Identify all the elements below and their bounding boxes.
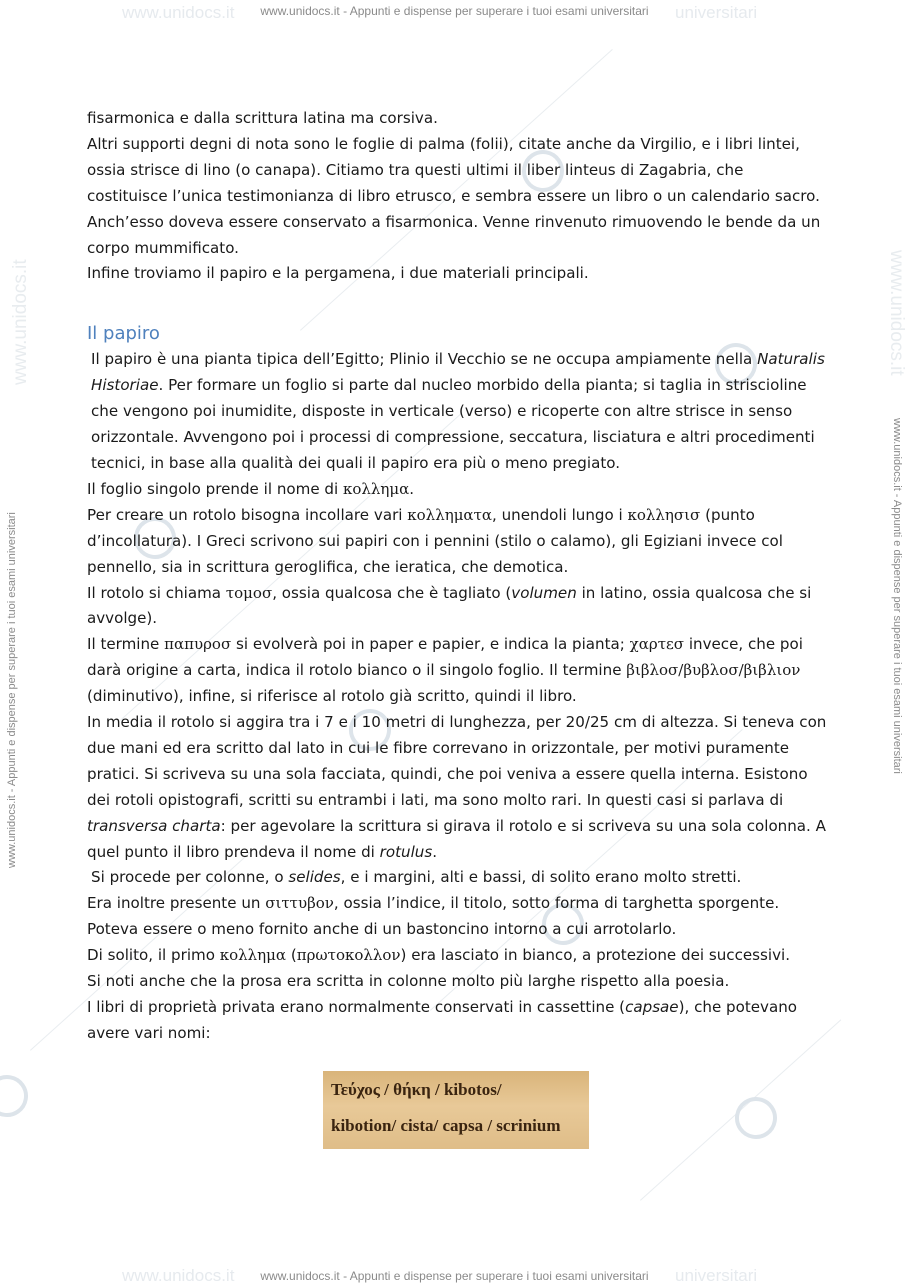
watermark-side-left: www.unidocs.it - Appunti e dispense per superare i tuoi esami universitari [6, 512, 18, 868]
paragraph: Poteva essere o meno fornito anche di un bastoncino intorno a cui arrotolarlo. [87, 920, 677, 939]
paragraph: In media il rotolo si aggira tra i 7 e i 10 metri di lunghezza, per 20/25 cm di altezza. Si teneva con due mani ed era scritto dal lato in cui le fibre correvano in orizzontale, per motivi puramente pratici. Si scriveva su una sola facciata, quindi, che poi veniva a essere quella interna. Esistono dei rotoli opistografi, scritti su entrambi i lati, ma sono molto rari. In questi casi si parlava di transversa charta: per agevolare la scrittura si girava il rotolo e si scriveva su una sola colonna. A quel punto il libro prendeva il nome di rotulus. [87, 713, 827, 861]
greek-term: πρωτοκολλον [296, 946, 401, 965]
watermark-logo-icon [0, 1067, 36, 1125]
document-body [87, 106, 827, 1047]
watermark-footer: www.unidocs.it - Appunti e dispense per superare i tuoi esami universitari [260, 1269, 649, 1283]
paragraph: Il foglio singolo prende il nome di κολλημα. [87, 479, 415, 498]
greek-term: σιττυβον [265, 894, 334, 913]
section-heading: Il papiro [87, 323, 160, 345]
paragraph: Di solito, il primo κολλημα (πρωτοκολλον) era lasciato in bianco, a protezione dei successivi. [87, 946, 791, 965]
watermark-ghost-side-left: www.unidocs.it [10, 259, 31, 385]
figure-line: Τεύχος / θήκη / kibotos/ [331, 1080, 502, 1099]
figure-line: kibotion/ cista/ capsa / scrinium [331, 1116, 561, 1135]
greek-term: κολλημα [219, 946, 287, 965]
watermark-ghost-bottom-right: universitari [675, 1266, 758, 1285]
watermark-ghost-side-right: www.unidocs.it [886, 250, 907, 376]
paragraph: Altri supporti degni di nota sono le foglie di palma (folii), citate anche da Virgilio, e i libri lintei, ossia strisce di lino (o canapa). Citiamo tra questi ultimi il liber linteus di Zagabria, che costituisce l’unica testimonianza di libro etrusco, e sembra essere un libro o un calendario sacro. Anch’esso doveva essere conservato a fisarmonica. Venne rinvenuto rimuovendo le bende da un corpo mummificato. [87, 134, 821, 257]
paragraph: Era inoltre presente un σιττυβον, ossia l’indice, il titolo, sotto forma di targhetta sporgente. [87, 894, 780, 913]
watermark-ghost-top: www.unidocs.it [122, 3, 235, 22]
paragraph: Si noti anche che la prosa era scritta in colonne molto più larghe rispetto alla poesia. [87, 972, 730, 991]
greek-term: κολληματα [407, 505, 492, 524]
paragraph: Il termine παπυροσ si evolverà poi in paper e papier, e indica la pianta; χαρτεσ invece, che poi darà origine a carta, indica il rotolo bianco o il singolo foglio. Il termine βιβλοσ/βυβλοσ/βιβλιον (diminutivo), infine, si riferisce al rotolo già scritto, quindi il libro. [87, 635, 803, 706]
watermark-ghost-top-right: universitari [675, 3, 758, 22]
greek-term: χαρτεσ [629, 635, 685, 654]
paragraph: I libri di proprietà privata erano normalmente conservati in cassettine (capsae), che potevano avere vari nomi: [87, 998, 798, 1042]
paragraph: Il papiro è una pianta tipica dell’Egitto; Plinio il Vecchio se ne occupa ampiamente nella Naturalis Historiae. Per formare un foglio si parte dal nucleo morbido della pianta; si taglia in striscioline che vengono poi inumidite, disposte in verticale (verso) e ricoperte con altre strisce in senso orizzontale. Avvengono poi i processi di compressione, seccatura, lisciatura e altri procedimenti tecnici, in base alla qualità dei quali il papiro era più o meno pregiato. [91, 350, 825, 472]
paragraph: fisarmonica e dalla scrittura latina ma corsiva. [87, 109, 438, 127]
watermark-ghost-bottom: www.unidocs.it [122, 1266, 235, 1285]
greek-term: βιβλοσ/βυβλοσ/βιβλιον [626, 661, 801, 680]
paragraph: Si procede per colonne, o selides, e i margini, alti e bassi, di solito erano molto stretti. [91, 868, 742, 887]
watermark-logo-icon [727, 1089, 785, 1147]
greek-term: κολλημα [342, 479, 410, 498]
greek-term: παπυροσ [164, 635, 232, 654]
paragraph: Il rotolo si chiama τομοσ, ossia qualcosa che è tagliato (volumen in latino, ossia qualcosa che si avvolge). [87, 583, 812, 628]
greek-term: τομοσ [225, 583, 273, 602]
watermark-side-right: www.unidocs.it - Appunti e dispense per superare i tuoi esami universitari [891, 418, 903, 774]
paragraph: Infine troviamo il papiro e la pergamena, i due materiali principali. [87, 264, 589, 283]
greek-term: κολλησισ [627, 505, 701, 524]
watermark-header: www.unidocs.it - Appunti e dispense per superare i tuoi esami universitari [260, 4, 649, 18]
paragraph: Per creare un rotolo bisogna incollare vari κολληματα, unendoli lungo i κολλησισ (punto d’incollatura). I Greci scrivono sui papiri con i pennini (stilo o calamo), gli Egiziani invece col pennello, sia in scrittura geroglifica, che ieratica, che demotica. [87, 505, 783, 576]
capsae-names-image [323, 1071, 589, 1149]
